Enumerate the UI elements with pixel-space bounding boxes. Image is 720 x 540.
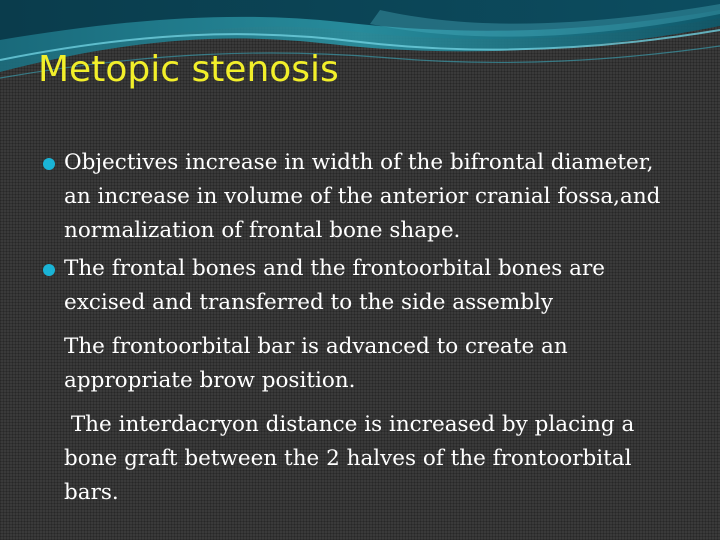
bullet-paragraph [42,252,682,320]
bullet-paragraph [42,146,682,248]
slide-title: Metopic stenosis [38,49,339,90]
bullet-dot-icon [43,264,55,276]
continuation-paragraph [42,330,682,398]
paragraph-text: The interdacryon distance is increased by placing a bone graft between the 2 halves of the frontoorbital bars. [64,412,642,505]
slide-body [42,146,682,514]
continuation-paragraph [42,408,682,510]
paragraph-text: The frontoorbital bar is advanced to create an appropriate brow position. [64,334,568,393]
paragraph-text: The frontal bones and the frontoorbital bones are excised and transferred to the side assembly [64,256,605,315]
paragraph-text: Objectives increase in width of the bifrontal diameter, an increase in volume of the anterior cranial fossa,and normalization of frontal bone shape. [64,150,661,243]
bullet-dot-icon [43,158,55,170]
